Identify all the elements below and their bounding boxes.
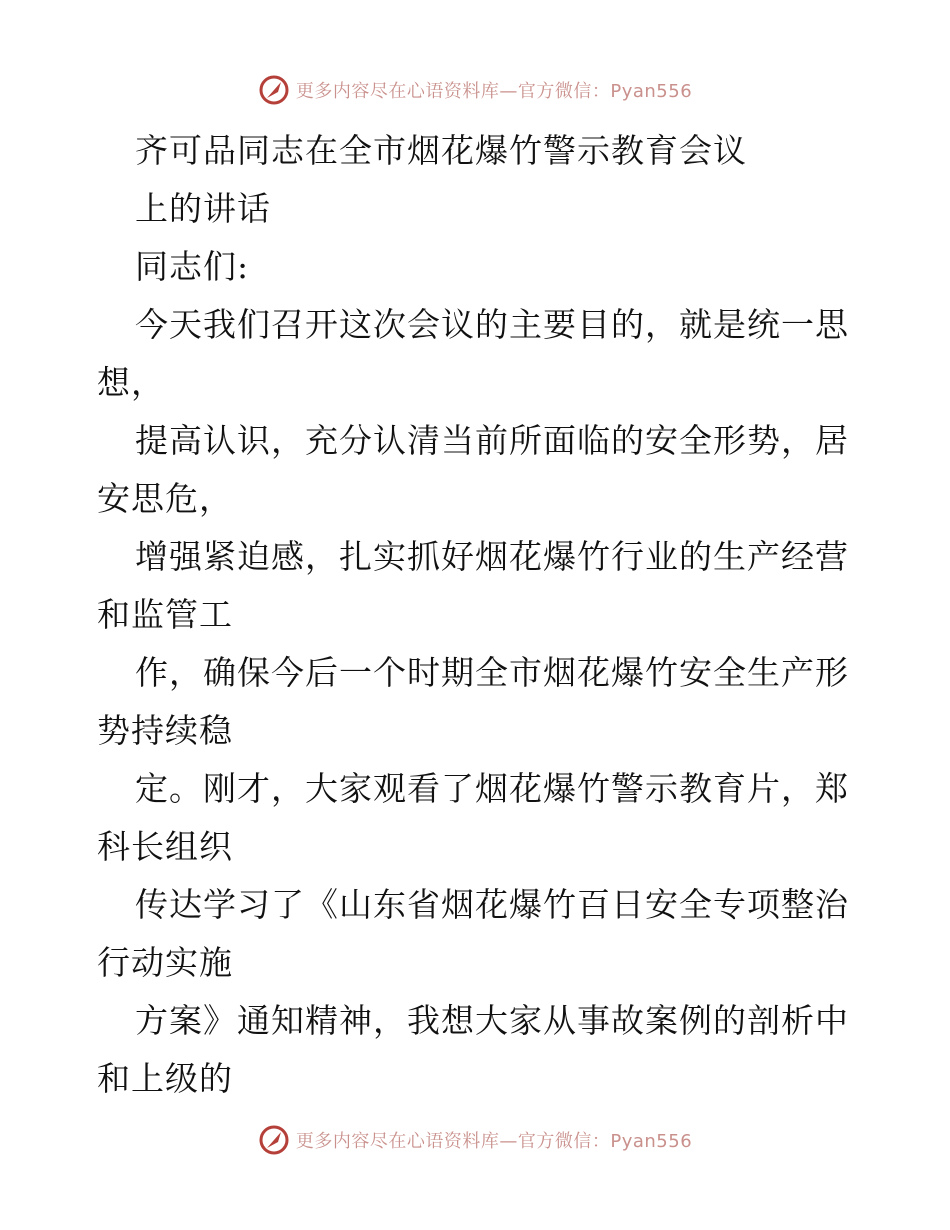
header-watermark — [0, 70, 950, 110]
text-line: 齐可品同志在全市烟花爆竹警示教育会议 — [135, 131, 747, 170]
quill-logo-icon — [258, 74, 290, 106]
watermark-text: 更多内容尽在心语资料库—官方微信：Pyan556 — [295, 81, 693, 102]
text-line: 行动实施 — [97, 943, 233, 982]
text-line: 上的讲话 — [135, 189, 271, 228]
text-line: 和上级的 — [97, 1059, 233, 1098]
text-line: 传达学习了《山东省烟花爆竹百日安全专项整治 — [135, 885, 849, 924]
text-line: 科长组织 — [97, 827, 233, 866]
text-line: 作，确保今后一个时期全市烟花爆竹安全生产形 — [135, 653, 849, 692]
text-line: 想， — [97, 363, 165, 402]
quill-logo-icon — [258, 1124, 290, 1156]
text-line: 安思危， — [97, 479, 233, 518]
text-line: 势持续稳 — [97, 711, 233, 750]
text-line: 提高认识，充分认清当前所面临的安全形势，居 — [135, 421, 849, 460]
text-line: 同志们: — [135, 247, 250, 286]
text-line: 方案》通知精神，我想大家从事故案例的剖析中 — [135, 1001, 849, 1040]
footer-watermark — [0, 1120, 950, 1160]
text-line: 今天我们召开这次会议的主要目的，就是统一思 — [135, 305, 849, 344]
text-line: 定。刚才，大家观看了烟花爆竹警示教育片，郑 — [135, 769, 849, 808]
text-line: 增强紧迫感，扎实抓好烟花爆竹行业的生产经营 — [135, 537, 849, 576]
text-line: 和监管工 — [97, 595, 233, 634]
watermark-text: 更多内容尽在心语资料库—官方微信：Pyan556 — [295, 1131, 693, 1152]
